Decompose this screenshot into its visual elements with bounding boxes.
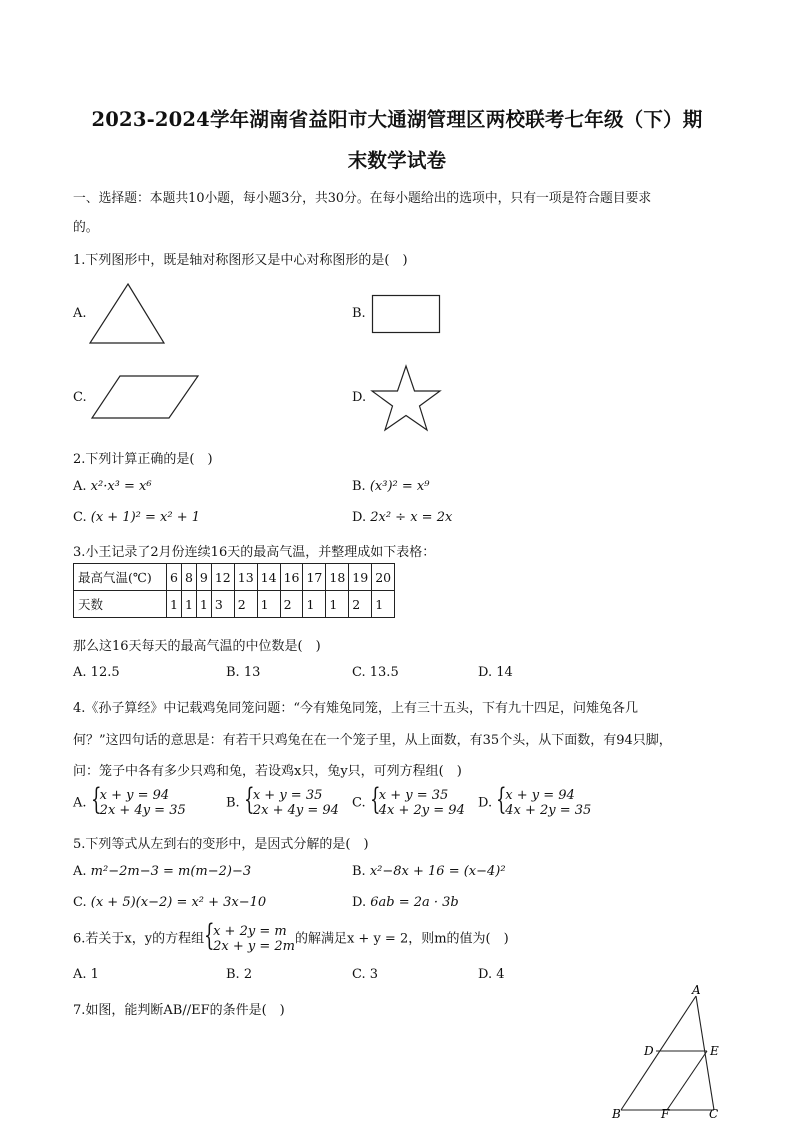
table-cell: 20: [372, 564, 395, 591]
brace-icon: {: [496, 782, 507, 817]
q5-option-d-label: D.: [352, 895, 367, 910]
equation: 4x + 2y = 35: [505, 803, 592, 818]
point-label-a: A: [692, 983, 701, 997]
q2-option-c-label: C.: [73, 510, 87, 525]
q5-option-c-expr: (x + 5)(x−2) = x² + 3x−10: [90, 895, 267, 910]
triangle-shape: [90, 284, 164, 343]
table-cell: 2: [234, 591, 257, 618]
table-cell: 13: [234, 564, 257, 591]
segment-ef: [667, 1051, 707, 1110]
table-header-days: 天数: [74, 591, 167, 618]
q2-option-a: [73, 479, 152, 494]
q6-option-b-value: 2: [243, 967, 253, 982]
q3-question: 那么这16天每天的最高气温的中位数是( ): [73, 639, 321, 654]
q3-option-a-value: 12.5: [90, 665, 120, 680]
table-cell: 1: [326, 591, 349, 618]
table-cell: 1: [181, 591, 196, 618]
table-header-temp: 最高气温(℃): [74, 564, 167, 591]
equation: 2x + 4y = 94: [252, 803, 339, 818]
table-cell: 17: [303, 564, 326, 591]
q5-option-b-expr: x²−8x + 16 = (x−4)²: [369, 864, 506, 879]
q2-option-a-expr: x²·x³ = x⁶: [90, 479, 152, 494]
table-cell: 14: [257, 564, 280, 591]
q1-triangle-figure: [88, 282, 168, 346]
equation: x + y = 94: [99, 788, 170, 803]
point-label-f: F: [661, 1107, 670, 1121]
table-row-days: [74, 591, 395, 618]
table-cell: 1: [196, 591, 211, 618]
equation: 2x + y = 2m: [213, 939, 295, 954]
q3-option-c-label: C.: [352, 665, 366, 680]
q6-option-a: [73, 967, 99, 982]
equation: x + y = 35: [252, 788, 323, 803]
q4-option-c-label: C.: [352, 795, 366, 811]
q4-option-b-label: B.: [226, 795, 240, 811]
table-cell: 2: [349, 591, 372, 618]
q4-line3: 问：笼子中各有多少只鸡和兔，若设鸡x只，兔y只，可列方程组( ): [73, 764, 462, 779]
q6-option-b-label: B.: [226, 967, 240, 982]
q4-option-d-system: [496, 782, 592, 818]
q1-parallelogram-figure: [90, 374, 202, 422]
q2-option-c: [73, 510, 200, 525]
q6-stem: [73, 918, 509, 954]
table-cell: 1: [372, 591, 395, 618]
equation: x + y = 35: [378, 788, 449, 803]
q3-option-b: [226, 665, 260, 680]
table-cell: 1: [303, 591, 326, 618]
q2-option-d: [352, 510, 452, 525]
q1-option-d-label: D.: [352, 390, 367, 405]
q5-option-b: [352, 864, 506, 879]
equation: x + y = 94: [505, 788, 575, 803]
q2-option-b: [352, 479, 429, 494]
q3-option-b-label: B.: [226, 665, 240, 680]
q4-option-a: [73, 782, 186, 818]
q4-line1: 4.《孙子算经》中记载鸡兔同笼问题：“今有雉兔同笼，上有三十五头，下有九十四足，问雉兔各几: [73, 701, 639, 716]
exam-title-line1: 2023-2024学年湖南省益阳市大通湖管理区两校联考七年级（下）期: [91, 108, 703, 131]
q1-rectangle-figure: [371, 294, 443, 336]
q7-geometry-figure: [606, 982, 736, 1122]
q4-option-c-system: [369, 782, 465, 818]
q6-option-a-label: A.: [73, 967, 87, 982]
q2-option-b-label: B.: [352, 479, 366, 494]
q5-stem: 5.下列等式从左到右的变形中，是因式分解的是( ): [73, 837, 369, 852]
q5-option-d: [352, 895, 459, 910]
parallelogram-shape: [92, 376, 198, 418]
q2-option-c-expr: (x + 1)² = x² + 1: [90, 510, 201, 525]
q6-suffix: 的解满足x + y = 2，则m的值为( ): [294, 931, 509, 947]
table-cell: 16: [280, 564, 303, 591]
table-cell: 1: [167, 591, 182, 618]
q4-option-a-label: A.: [73, 795, 87, 811]
q6-option-d-label: D.: [478, 967, 493, 982]
q1-option-c-label: C.: [73, 390, 87, 405]
q5-option-b-label: B.: [352, 864, 366, 879]
star-shape: [372, 366, 440, 430]
q3-option-a-label: A.: [73, 665, 87, 680]
q3-option-c: [352, 665, 399, 680]
equation: 2x + 4y = 35: [99, 803, 186, 818]
q1-option-a-label: A.: [73, 306, 87, 321]
q4-option-d: [478, 782, 592, 818]
q2-option-d-expr: 2x² ÷ x = 2x: [370, 510, 453, 525]
q4-option-b: [226, 782, 339, 818]
table-cell: 2: [280, 591, 303, 618]
q3-option-d-label: D.: [478, 665, 493, 680]
brace-icon: {: [204, 918, 215, 953]
q5-option-c-label: C.: [73, 895, 87, 910]
q3-option-b-value: 13: [243, 665, 261, 680]
section-instructions-line1: 一、选择题：本题共10小题，每小题3分，共30分。在每小题给出的选项中，只有一项是符合题目要求: [73, 191, 652, 206]
q2-option-d-label: D.: [352, 510, 367, 525]
q5-option-a: [73, 864, 251, 879]
point-label-e: E: [710, 1044, 719, 1058]
q1-star-figure: [368, 364, 444, 432]
q4-option-c: [352, 782, 465, 818]
q5-option-a-expr: m²−2m−3 = m(m−2)−3: [90, 864, 252, 879]
table-cell: 9: [196, 564, 211, 591]
q5-option-a-label: A.: [73, 864, 87, 879]
q6-option-b: [226, 967, 252, 982]
q2-stem: 2.下列计算正确的是( ): [73, 452, 213, 467]
q6-prefix: 6.若关于x，y的方程组: [73, 931, 205, 947]
q5-option-d-expr: 6ab = 2a · 3b: [370, 895, 459, 910]
q3-option-a: [73, 665, 120, 680]
segment-ab: [621, 996, 696, 1110]
point-label-d: D: [644, 1044, 654, 1058]
q3-stem: 3.小王记录了2月份连续16天的最高气温，并整理成如下表格：: [73, 545, 436, 560]
exam-title-line2: 末数学试卷: [347, 149, 447, 172]
equation: 4x + 2y = 94: [378, 803, 465, 818]
q6-option-d-value: 4: [496, 967, 505, 982]
q5-option-c: [73, 895, 266, 910]
q6-option-a-value: 1: [90, 967, 99, 982]
q4-option-d-label: D.: [478, 795, 493, 811]
brace-icon: {: [90, 782, 102, 817]
q6-option-c-value: 3: [369, 967, 379, 982]
rectangle-shape: [373, 296, 440, 333]
table-cell: 19: [349, 564, 372, 591]
brace-icon: {: [369, 782, 381, 817]
q3-option-d: [478, 665, 513, 680]
table-cell: 3: [211, 591, 234, 618]
point-label-b: B: [612, 1107, 621, 1121]
q6-option-c: [352, 967, 378, 982]
q6-option-d: [478, 967, 505, 982]
section-instructions-line2: 的。: [73, 220, 99, 235]
q4-line2: 何？”这四句话的意思是：有若干只鸡兔在在一个笼子里，从上面数，有35个头，从下面数，有94只脚，: [73, 733, 672, 748]
point-label-c: C: [709, 1107, 719, 1121]
q7-stem: 7.如图，能判断AB//EF的条件是( ): [73, 1003, 285, 1018]
table-row-temps: [74, 564, 395, 591]
q4-option-b-system: [243, 782, 339, 818]
table-cell: 12: [211, 564, 234, 591]
table-cell: 8: [181, 564, 196, 591]
table-cell: 18: [326, 564, 349, 591]
equation: x + 2y = m: [213, 924, 287, 939]
table-cell: 1: [257, 591, 280, 618]
q2-option-a-label: A.: [73, 479, 87, 494]
q4-option-a-system: [90, 782, 186, 818]
q6-system: [204, 918, 295, 954]
q6-option-c-label: C.: [352, 967, 366, 982]
q1-stem: 1.下列图形中，既是轴对称图形又是中心对称图形的是( ): [73, 253, 408, 268]
brace-icon: {: [243, 782, 255, 817]
temperature-table: [73, 563, 395, 618]
q3-option-d-value: 14: [496, 665, 513, 680]
q2-option-b-expr: (x³)² = x⁹: [369, 479, 430, 494]
q1-option-b-label: B.: [352, 306, 366, 321]
table-cell: 6: [167, 564, 182, 591]
q3-option-c-value: 13.5: [369, 665, 399, 680]
